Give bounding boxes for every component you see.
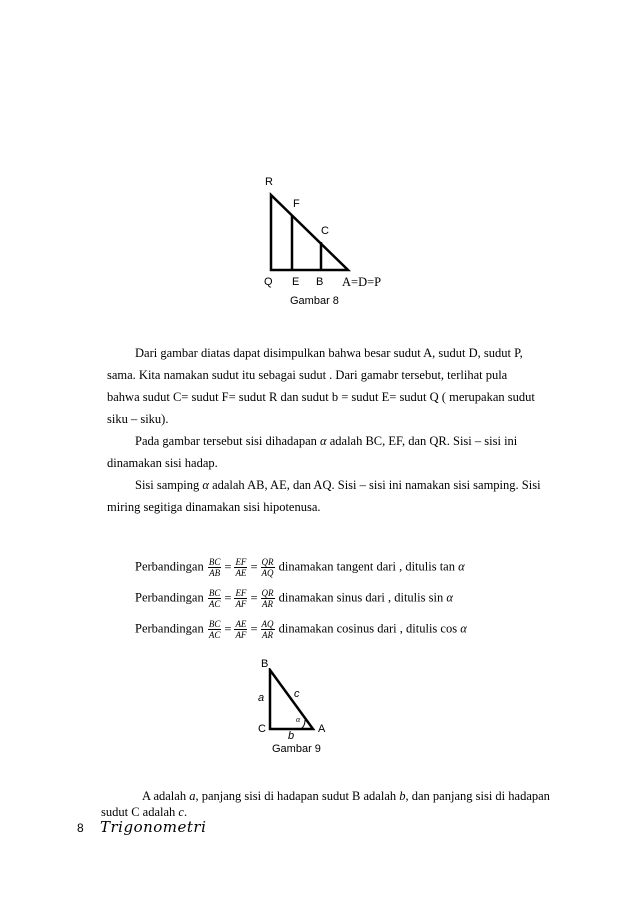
- closing-line1: A adalah a, panjang sisi di hadapan sudut B adalah b, dan panjang sisi di hadapan: [142, 789, 550, 803]
- alpha-symbol: α: [460, 621, 467, 636]
- para2-text-b: adalah BC, EF, dan QR. Sisi – sisi ini: [329, 434, 518, 448]
- label-B: B: [316, 276, 324, 288]
- para1-line1: Dari gambar diatas dapat disimpulkan bahwa besar sudut A, sudut D, sudut P,: [135, 346, 523, 360]
- para1-line4: siku – siku).: [107, 412, 169, 426]
- fig9-label-c: c: [294, 688, 300, 700]
- fraction: $\frac{AQ}{AR}$: [261, 619, 274, 640]
- para3-text-b: adalah AB, AE, dan AQ. Sisi – sisi ini namakan sisi samping. Sisi: [212, 478, 541, 492]
- fraction: $\frac{BC}{AC}$: [208, 619, 221, 640]
- para2-line1: [135, 434, 517, 449]
- alpha-symbol: α: [446, 590, 453, 605]
- para1-line2: sama. Kita namakan sudut itu sebagai sudut . Dari gamabr tersebut, terlihat pula: [107, 368, 508, 382]
- ratio-prefix: Perbandingan: [135, 559, 204, 574]
- fig9-label-alpha: α: [296, 715, 301, 724]
- figure-8-triangles: [260, 185, 360, 275]
- fig9-label-a: a: [258, 692, 265, 704]
- ratio-suffix: dinamakan cosinus dari , ditulis cos: [278, 621, 458, 636]
- label-A-D-P: A=D=P: [342, 275, 382, 289]
- fraction: $\frac{QR}{AQ}$: [261, 557, 274, 578]
- closing-line2: sudut C adalah c.: [101, 805, 188, 819]
- label-R: R: [265, 176, 273, 188]
- footer-title: Trigonometri: [100, 818, 207, 836]
- ratio-prefix: Perbandingan: [135, 621, 204, 636]
- alpha-symbol: α: [458, 559, 465, 574]
- label-C: C: [321, 225, 329, 237]
- figure-8-caption: Gambar 8: [290, 295, 339, 307]
- label-E: E: [292, 276, 300, 288]
- ratio-suffix: dinamakan sinus dari , ditulis sin: [278, 590, 444, 605]
- para2-line2: dinamakan sisi hadap.: [107, 456, 218, 470]
- ratio-tangent: Perbandingan $\frac{BC}{AB}$ = $\frac{EF}{AE}$ = $\frac{QR}{AQ}$ dinamakan tangent dari , ditulis tan α: [135, 557, 465, 578]
- figure-9-caption: Gambar 9: [272, 743, 321, 755]
- fig9-label-b: b: [288, 730, 295, 742]
- para3-text-a: Sisi samping: [135, 478, 200, 492]
- fig9-label-B: B: [261, 658, 269, 670]
- fraction: $\frac{AE}{AF}$: [235, 619, 247, 640]
- para3-line1: [135, 478, 541, 493]
- ratio-suffix: dinamakan tangent dari , ditulis tan: [278, 559, 455, 574]
- para2-text-a: Pada gambar tersebut sisi dihadapan: [135, 434, 317, 448]
- fraction: $\frac{BC}{AC}$: [208, 588, 221, 609]
- page-number: 8: [77, 821, 84, 835]
- fig9-label-A: A: [318, 723, 326, 735]
- alpha-symbol: α: [202, 478, 209, 492]
- label-Q: Q: [264, 276, 273, 288]
- fraction: $\frac{BC}{AB}$: [208, 557, 221, 578]
- alpha-symbol: α: [320, 434, 327, 448]
- para1-line3: bahwa sudut C= sudut F= sudut R dan sudut b = sudut E= sudut Q ( merupakan sudut: [107, 390, 535, 404]
- label-F: F: [293, 198, 300, 210]
- fig9-label-C: C: [258, 723, 266, 735]
- para3-line2: miring segitiga dinamakan sisi hipotenusa.: [107, 500, 321, 514]
- ratio-prefix: Perbandingan: [135, 590, 204, 605]
- fraction: $\frac{EF}{AF}$: [235, 588, 247, 609]
- fraction: $\frac{EF}{AE}$: [235, 557, 247, 578]
- ratio-cosinus: Perbandingan $\frac{BC}{AC}$ = $\frac{AE}{AF}$ = $\frac{AQ}{AR}$ dinamakan cosinus dari , ditulis cos α: [135, 619, 467, 640]
- figure-9-triangle: [268, 668, 318, 733]
- ratio-sinus: Perbandingan $\frac{BC}{AC}$ = $\frac{EF}{AF}$ = $\frac{QR}{AR}$ dinamakan sinus dari , ditulis sin α: [135, 588, 453, 609]
- fraction: $\frac{QR}{AR}$: [261, 588, 274, 609]
